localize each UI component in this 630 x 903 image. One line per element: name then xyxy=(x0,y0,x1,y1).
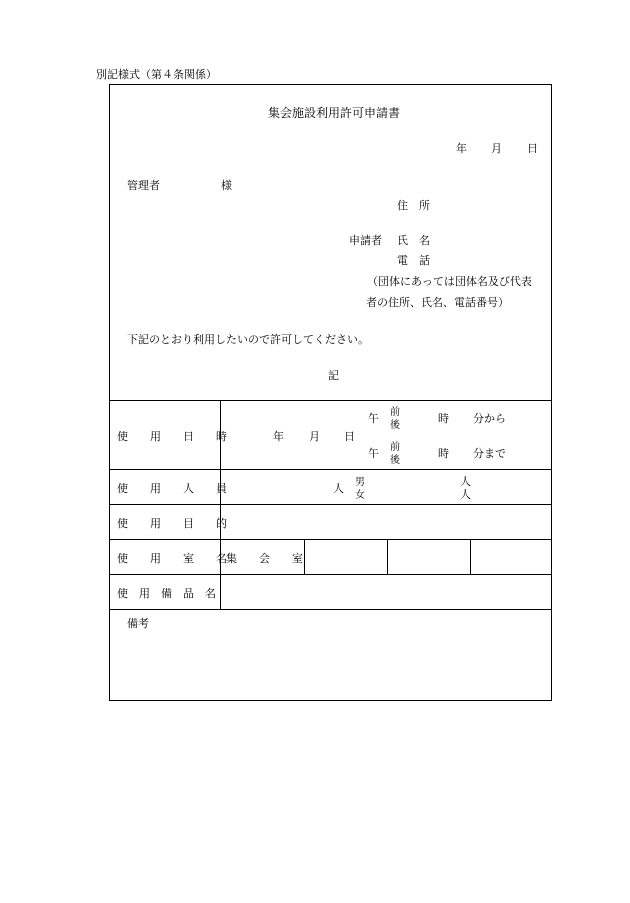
end-am-label: 前 xyxy=(390,442,400,453)
application-form xyxy=(109,84,552,701)
row-divider xyxy=(110,574,551,575)
room-value: 集 会 室 xyxy=(226,552,303,565)
room-cell-divider xyxy=(470,539,471,574)
end-minute-label: 分まで xyxy=(473,447,506,460)
room-label: 使 用 室 名 xyxy=(117,552,227,565)
end-am-pm-label: 午 xyxy=(368,447,379,460)
group-note-line2: 者の住所、氏名、電話番号） xyxy=(366,296,509,309)
date-year-label: 年 xyxy=(456,142,467,155)
female-label: 女 xyxy=(355,490,365,501)
row-divider xyxy=(110,609,551,610)
phone-label: 電 話 xyxy=(397,254,430,267)
female-unit: 人 xyxy=(460,488,471,501)
people-total-unit: 人 xyxy=(333,482,344,495)
people-label: 使 用 人 員 xyxy=(117,482,227,495)
group-note-line1: （団体にあっては団体名及び代表 xyxy=(367,275,532,288)
remarks-label: 備考 xyxy=(127,617,149,630)
start-minute-label: 分から xyxy=(473,412,506,425)
start-pm-label: 後 xyxy=(390,420,400,431)
equipment-label: 使 用 備 品 名 xyxy=(117,587,216,600)
date-time-label: 使 用 日 時 xyxy=(117,430,227,443)
room-cell-divider xyxy=(387,539,388,574)
use-day-label: 日 xyxy=(344,430,355,443)
end-pm-label: 後 xyxy=(390,455,400,466)
name-label: 氏 名 xyxy=(397,234,430,247)
use-year-label: 年 xyxy=(273,430,284,443)
date-day-label: 日 xyxy=(527,142,538,155)
row-divider xyxy=(110,504,551,505)
applicant-label: 申請者 xyxy=(349,234,382,247)
row-divider xyxy=(110,469,551,470)
date-month-label: 月 xyxy=(491,142,502,155)
form-title: 集会施設利用許可申請書 xyxy=(268,106,401,120)
start-am-pm-label: 午 xyxy=(368,412,379,425)
purpose-label: 使 用 目 的 xyxy=(117,517,227,530)
form-label: 別記様式（第４条関係） xyxy=(96,68,217,81)
request-text: 下記のとおり利用したいので許可してください。 xyxy=(127,333,369,346)
row-divider xyxy=(110,539,551,540)
room-cell-divider xyxy=(304,539,305,574)
start-am-label: 前 xyxy=(390,407,400,418)
table-top-line xyxy=(110,400,551,401)
male-unit: 人 xyxy=(460,475,471,488)
use-month-label: 月 xyxy=(309,430,320,443)
end-hour-label: 時 xyxy=(438,447,449,460)
ki-label: 記 xyxy=(328,369,339,382)
male-label: 男 xyxy=(355,477,365,488)
address-label: 住 所 xyxy=(397,199,430,212)
honorific-label: 様 xyxy=(221,179,232,192)
start-hour-label: 時 xyxy=(438,412,449,425)
manager-label: 管理者 xyxy=(127,179,160,192)
